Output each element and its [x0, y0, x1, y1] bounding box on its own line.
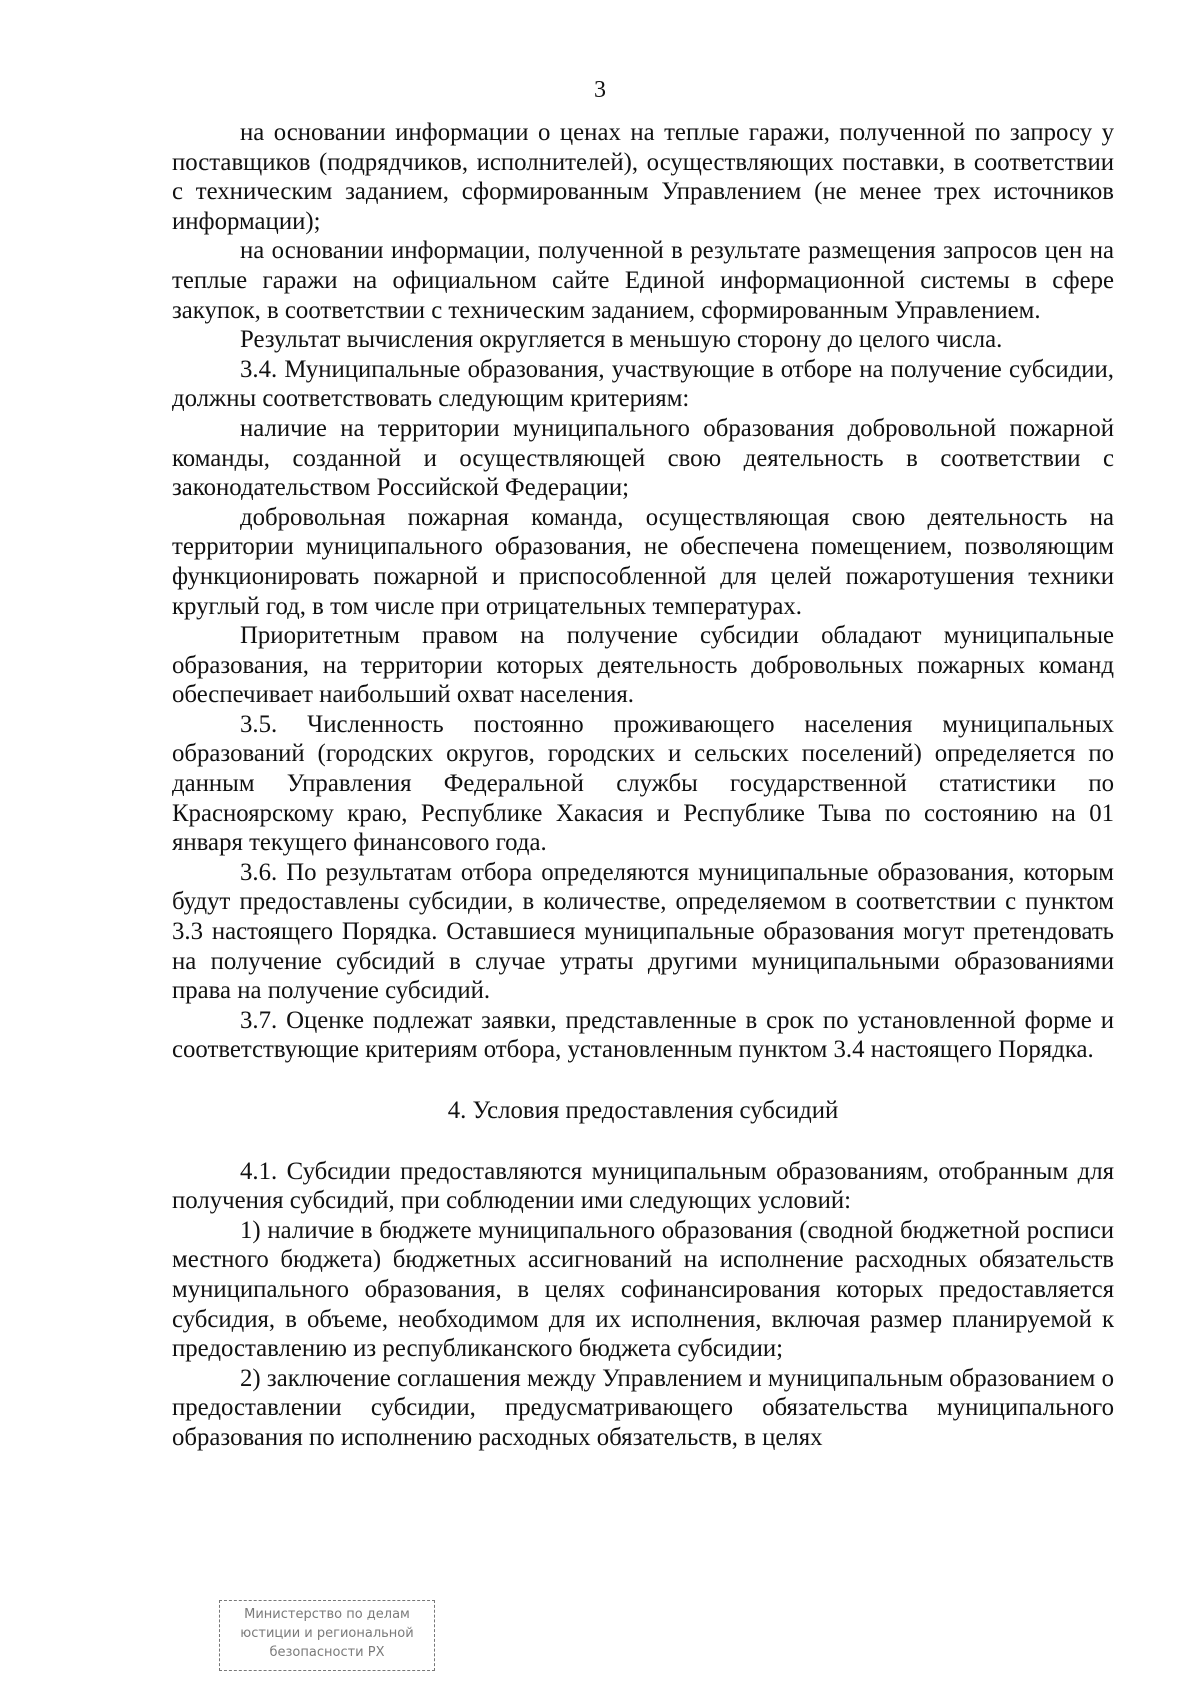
- paragraph: добровольная пожарная команда, осуществляющая свою деятельность на территории муниципального образования, не обеспечена помещением, позволяющим функционировать пожарной и приспособленной для целей пожаротушения техники круглый год, в том числе при отрицательных температурах.: [172, 503, 1114, 620]
- registration-stamp: [219, 1600, 435, 1671]
- paragraph: на основании информации, полученной в результате размещения запросов цен на теплые гаражи на официальном сайте Единой информационной системы в сфере закупок, в соответствии с техническим заданием, сформированным Управлением.: [172, 237, 1114, 324]
- paragraph: 1) наличие в бюджете муниципального образования (сводной бюджетной росписи местного бюджета) бюджетных ассигнований на исполнение расходных обязательств муниципального образования, в целях софинансирования которых предоставляется субсидия, в объеме, необходимом для их исполнения, включая размер планируемой к предоставлению из республиканского бюджета субсидии;: [172, 1216, 1114, 1363]
- paragraph: на основании информации о ценах на теплые гаражи, полученной по запросу у поставщиков (подрядчиков, исполнителей), осуществляющих поставки, в соответствии с техническим заданием, сформированным Управлением (не менее трех источников информации);: [172, 119, 1114, 235]
- paragraph: Результат вычисления округляется в меньшую сторону до целого числа.: [240, 326, 1003, 354]
- paragraph: 3.6. По результатам отбора определяются муниципальные образования, которым будут предоставлены субсидии, в количестве, определяемом в соответствии с пунктом 3.3 настоящего Порядка. Оставшиеся муниципальные образования могут претендовать на получение субсидий в случае утраты другими муниципальными образованиями права на получение субсидий.: [172, 858, 1114, 1005]
- paragraph: Приоритетным правом на получение субсидии обладают муниципальные образования, на территории которых деятельность добровольных пожарных команд обеспечивает наибольший охват населения.: [172, 622, 1114, 709]
- section-heading: 4. Условия предоставления субсидий: [447, 1097, 839, 1124]
- page-number: 3: [594, 77, 606, 103]
- paragraph: 4.1. Субсидии предоставляются муниципальным образованиям, отобранным для получения субсидий, при соблюдении ими следующих условий:: [172, 1157, 1114, 1215]
- paragraph: наличие на территории муниципального образования добровольной пожарной команды, созданной и осуществляющей свою деятельность в соответствии с законодательством Российской Федерации;: [172, 414, 1114, 502]
- stamp-line: безопасности РХ: [269, 1645, 385, 1660]
- paragraph: 3.7. Оценке подлежат заявки, представленные в срок по установленной форме и соответствующие критериям отбора, установленным пунктом 3.4 настоящего Порядка.: [172, 1006, 1114, 1064]
- stamp-line: Министерство по делам: [244, 1607, 410, 1622]
- paragraph: 3.4. Муниципальные образования, участвующие в отборе на получение субсидии, должны соответствовать следующим критериям:: [172, 355, 1114, 413]
- paragraph: 2) заключение соглашения между Управлением и муниципальным образованием о предоставлении субсидии, предусматривающего обязательства муниципального образования по исполнению расходных обязательств, в целях: [172, 1364, 1114, 1451]
- document-body: [172, 118, 1114, 1453]
- paragraph: 3.5. Численность постоянно проживающего населения муниципальных образований (городских округов, городских и сельских поселений) определяется по данным Управления Федеральной службы государственной статистики по Красноярскому краю, Республике Хакасия и Республике Тыва по состоянию на 01 января текущего финансового года.: [172, 710, 1114, 857]
- stamp-line: юстиции и региональной: [240, 1626, 414, 1641]
